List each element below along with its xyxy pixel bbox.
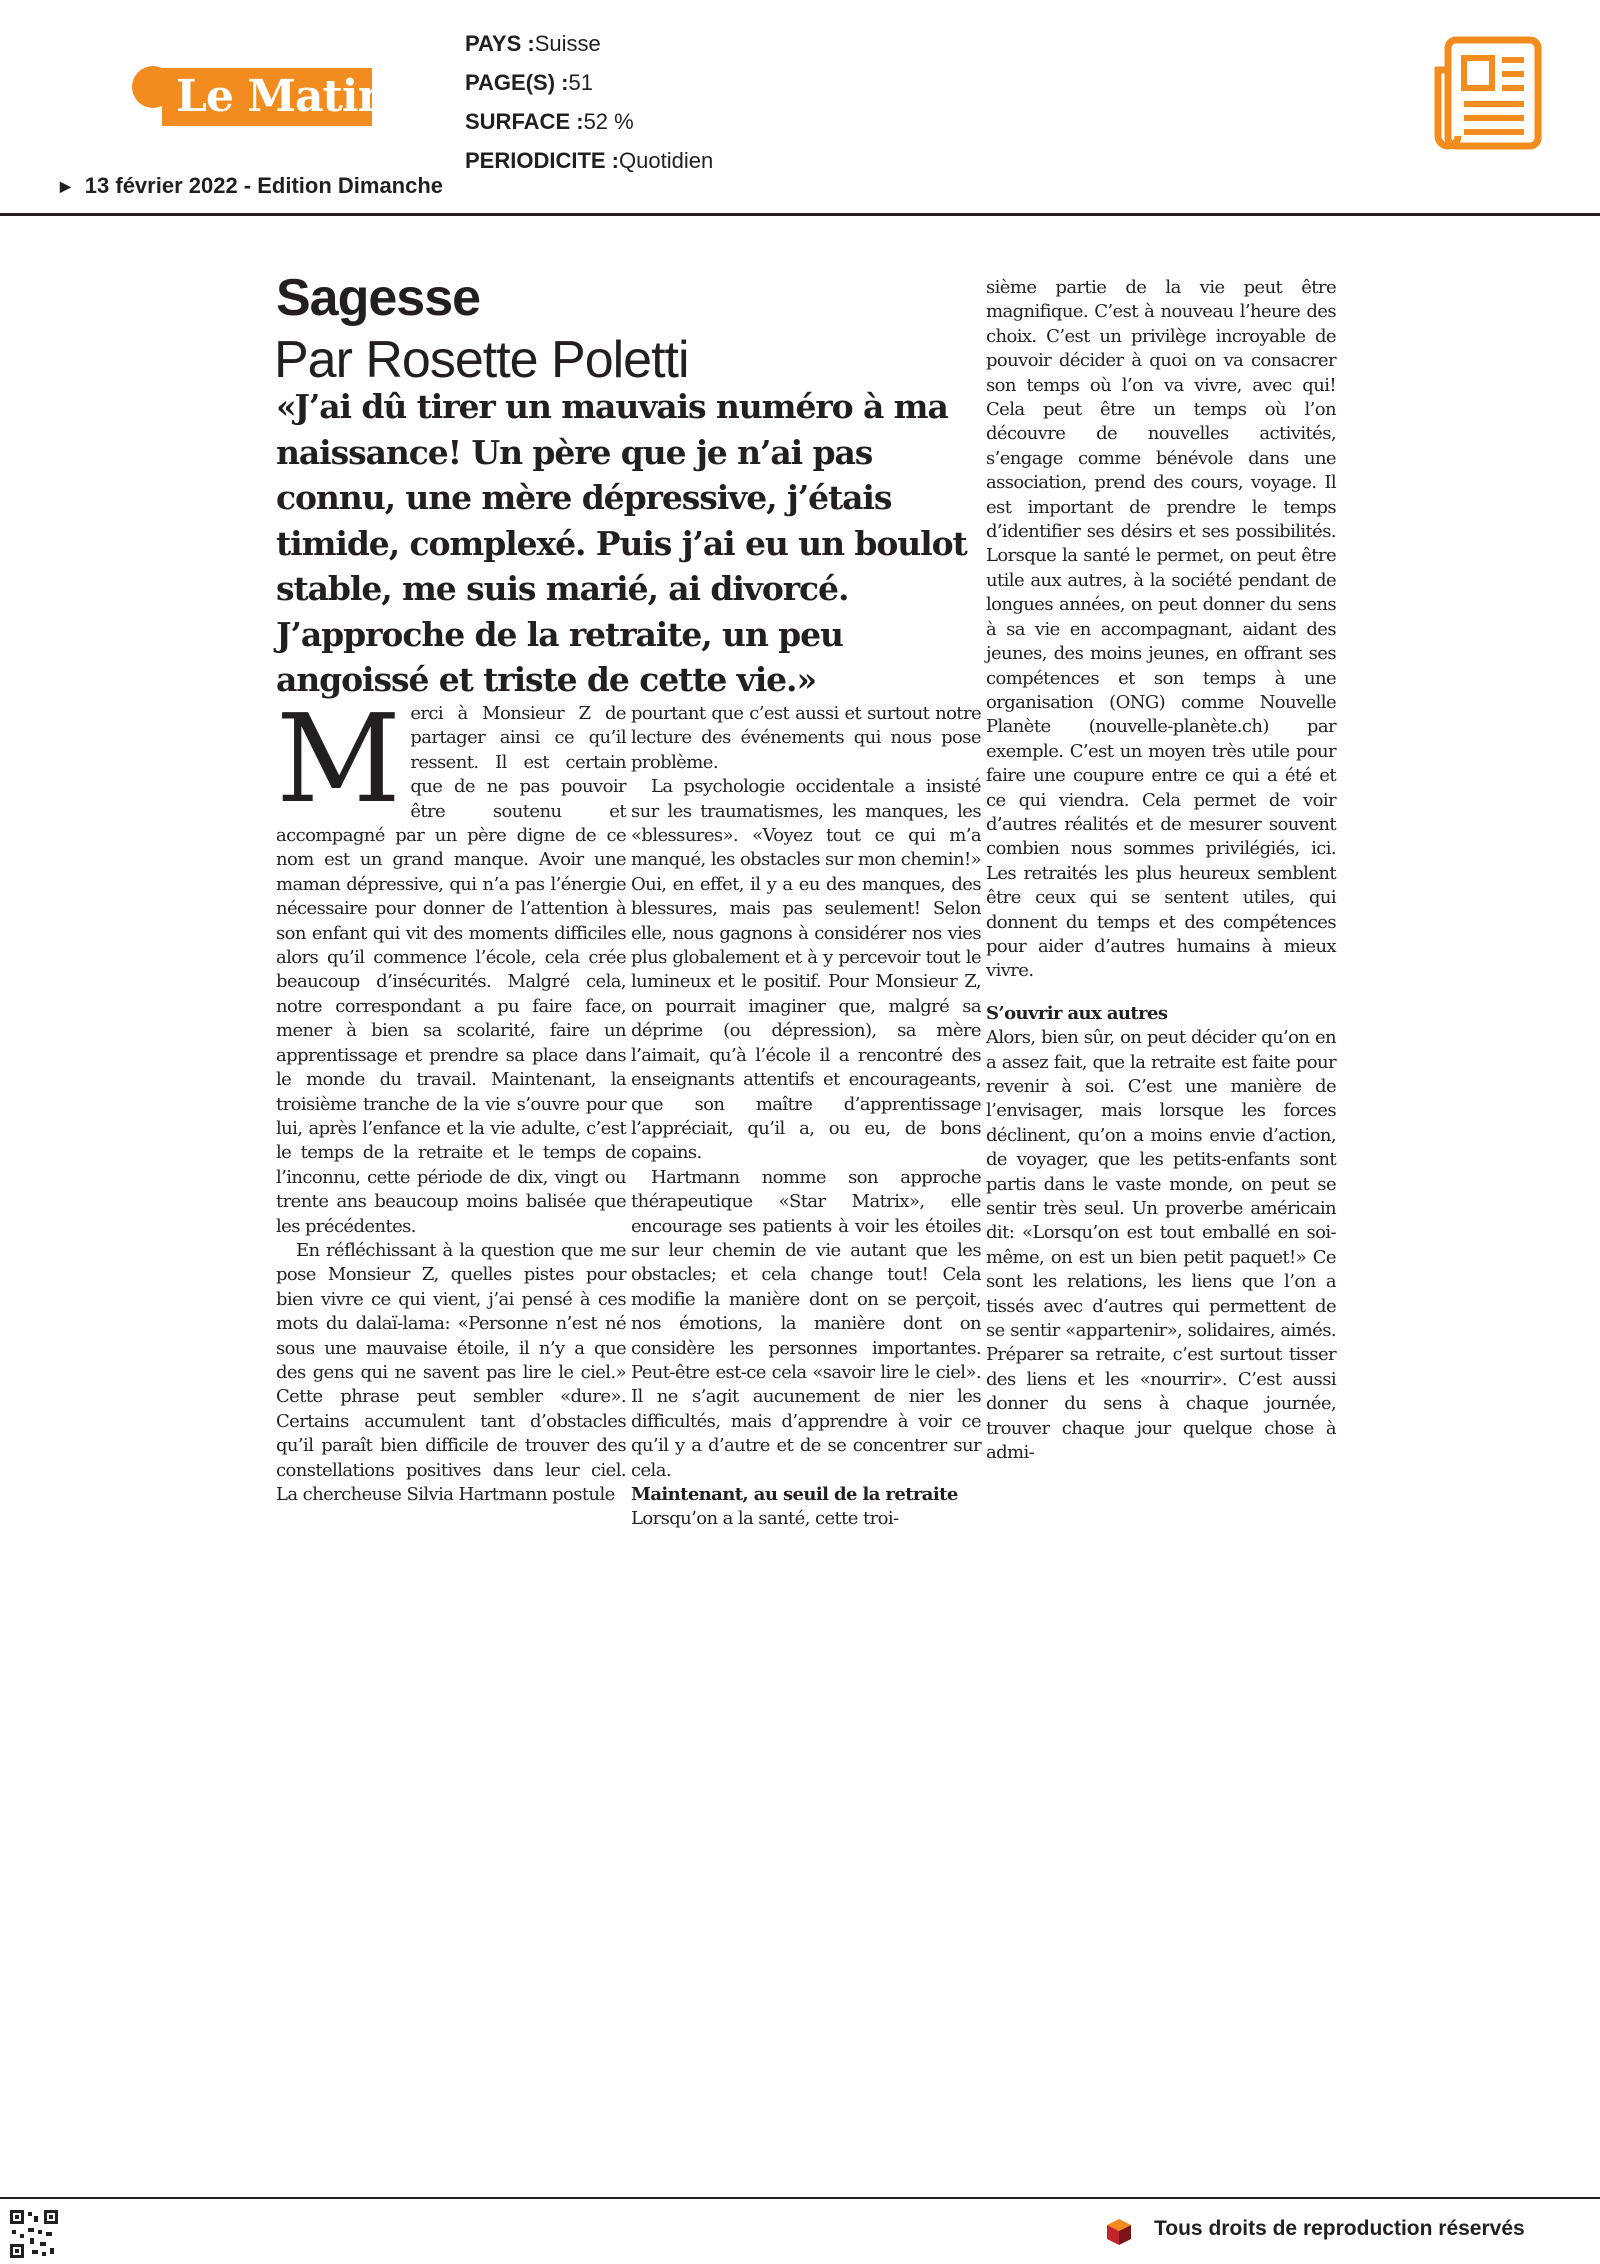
article-column-2 — [631, 702, 981, 1532]
meta-country: PAYS :Suisse — [465, 31, 601, 56]
qr-code-icon — [8, 2208, 60, 2260]
paragraph: pourtant que c’est aussi et surtout notre lecture des événements qui nous pose problème. — [631, 703, 981, 773]
paragraph: sième partie de la vie peut être magnifique. C’est à nouveau l’heure des choix. C’est un privilège incroyable de pouvoir décider à quoi on va consacrer son temps où l’on va vivre, avec qui! Cela peut être un temps où l’on découvre de nouvelles activités, s’engage comme bénévole dans une association, prend des cours, voyage. Il est important de prendre le temps d’identifier ses désirs et ses possibilités. Lorsque la santé le permet, on peut être utile aux autres, à la société pendant de longues années, on peut donner du sens à sa vie en accompagnant, aidant des jeunes, des moins jeunes, en offrant ses compétences et son temps à une organisation (ONG) comme Nouvelle Planète (nouvelle-planète.ch) par exemple. C’est un moyen très utile pour faire une coupure entre ce qui a été et ce qui viendra. Cela permet de voir d’autres réalités et de mesurer souvent combien nous sommes privilégiés, ici. Les retraités les plus heureux semblent être ceux qui se sentent utiles, qui donnent du temps et des compétences pour aider d’autres humains à mieux vivre. — [986, 277, 1336, 982]
header-divider — [0, 213, 1600, 216]
edition-date: ▶ 13 février 2022 - Edition Dimanche — [60, 173, 444, 198]
paragraph: Merci à Monsieur Z de partager ainsi ce qu’il ressent. Il est certain que de ne pas pouvoir être soutenu et accompagné par un père digne de ce nom est un grand manque. Avoir une maman dépressive, qui n’a pas l’énergie nécessaire pour donner de l’attention à son enfant qui vit des moments difficiles alors qu’il commence l’école, cela crée beaucoup d’insécurités. Malgré cela, notre correspondant a pu faire face, mener à bien sa scolarité, faire un apprentissage et prendre sa place dans le monde du travail. Maintenant, la troisième tranche de la vie s’ouvre pour lui, après l’enfance et la vie adulte, c’est le temps de la retraite et le temps de l’inconnu, cette période de dix, vingt ou trente ans beaucoup moins balisée que les précédentes. — [276, 688, 626, 1237]
newspaper-icon — [1432, 36, 1544, 152]
article-byline: Par Rosette Poletti — [274, 331, 689, 389]
triangle-bullet-icon: ▶ — [60, 178, 71, 194]
paragraph: En réfléchissant à la question que me pose Monsieur Z, quelles pistes pour bien vivre ce qui vient, j’ai pensé à ces mots du dalaï-lama: «Personne n’est né sous une mauvaise étoile, il n’y a que des gens qui ne savent pas lire le ciel.» Cette phrase peut sembler «dure». Certains accumulent tant d’obstacles qu’il paraît bien difficile de trouver des constellations positives dans leur ciel. La chercheuse Silvia Hartmann postule — [276, 1239, 626, 1505]
article-headline: «J’ai dû tirer un mauvais numéro à ma naissance! Un père que je n’ai pas connu, une mère dépressive, j’étais timide, complexé. Puis j’ai eu un boulot stable, me suis marié, ai divorcé. J’approche de la retraite, un peu angoissé et triste de cette vie.» — [276, 387, 967, 699]
meta-pages: PAGE(S) :51 — [465, 70, 593, 95]
logo-text: Le Matin — [176, 71, 389, 122]
paragraph: Lorsqu’on a la santé, cette troi- — [631, 1508, 899, 1530]
publication-meta — [465, 24, 713, 180]
le-matin-logo — [132, 64, 389, 128]
article-kicker: Sagesse — [276, 269, 481, 327]
drop-cap: M — [276, 688, 401, 830]
copyright-notice: Tous droits de reproduction réservés — [1154, 2217, 1525, 2240]
footer-divider — [0, 2197, 1600, 2199]
article-column-3 — [986, 276, 1336, 1466]
cube-icon — [1106, 2218, 1132, 2246]
article-column-1 — [276, 688, 626, 1507]
subheading: Maintenant, au seuil de la retraite — [631, 1484, 958, 1505]
meta-periodicity: PERIODICITE :Quotidien — [465, 148, 714, 173]
subheading: S’ouvrir aux autres — [986, 1002, 1168, 1024]
paragraph: La psychologie occidentale a insisté sur les traumatismes, les manques, les «blessures». «Voyez tout ce qui m’a manqué, les obstacles sur mon chemin!» Oui, en effet, il y a eu des manques, des blessures, mais pas seulement! Selon elle, nous gagnons à considérer nos vies plus globalement et à y percevoir tout le lumineux et le positif. Pour Monsieur Z, on pourrait imaginer que, malgré sa déprime (ou dépression), sa mère l’aimait, qu’à l’école il a rencontré des enseignants attentifs et encourageants, que son maître d’apprentissage l’appréciait, qu’il a, ou eu, de bons copains. — [631, 776, 981, 1164]
paragraph: Hartmann nomme son approche thérapeutique «Star Matrix», elle encourage ses patients à voir les étoiles sur leur chemin de vie autant que les obstacles; et cela change tout! Cela modifie la manière dont on se perçoit, nos émotions, la manière dont on considère les personnes importantes. Peut-être est-ce cela «savoir lire le ciel». Il ne s’agit aucunement de nier les difficultés, mais d’apprendre à voir ce qu’il y a d’autre et de se concentrer sur cela. — [631, 1166, 981, 1481]
paragraph: Alors, bien sûr, on peut décider qu’on en a assez fait, que la retraite est faite pour revenir à soi. C’est une manière de l’envisager, mais lorsque les forces déclinent, qu’on a moins envie d’action, de voyager, que les petits-enfants sont partis dans le vaste monde, on peut se sentir très seul. Un proverbe américain dit: «Lorsqu’on est tout emballé en soi-même, on est un bien petit paquet!» Ce sont les relations, les liens que l’on a tissés avec d’autres qui permettent de se sentir «appartenir», solidaires, aimés. Préparer sa retraite, c’est surtout tisser des liens et les «nourrir». C’est aussi donner du sens à chaque journée, trouver chaque jour quelque chose à admi- — [986, 1027, 1336, 1464]
meta-surface: SURFACE :52 % — [465, 109, 634, 134]
